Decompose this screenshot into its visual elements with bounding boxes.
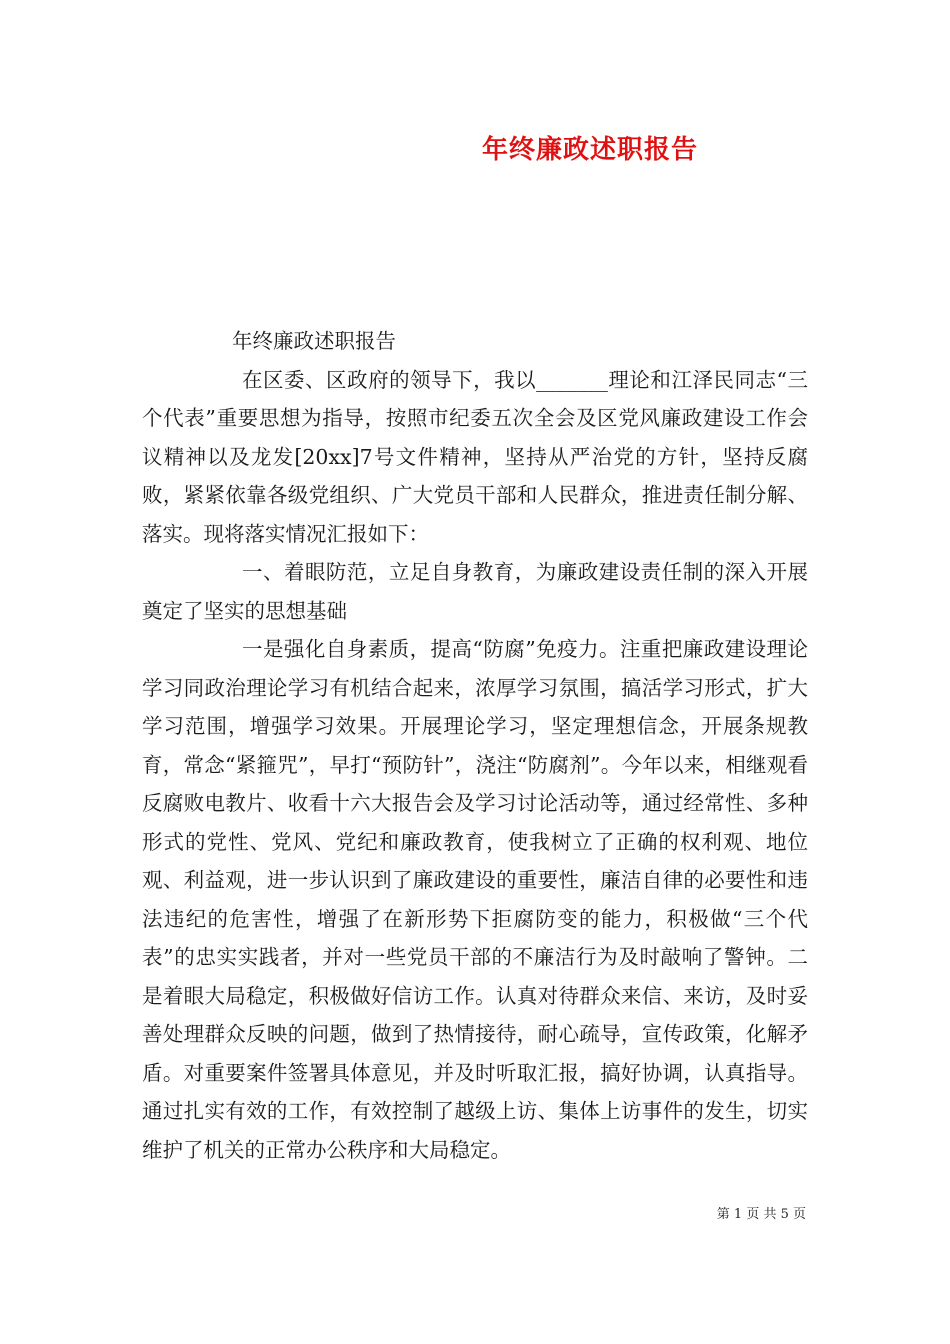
section-heading-1: 一、着眼防范，立足自身教育，为廉政建设责任制的深入开展奠定了坚实的思想基础 <box>142 560 808 623</box>
intro-paragraph: 在区委、区政府的领导下，我以_______理论和江泽民同志“三个代表”重要思想为指导，按照市纪委五次全会及区党风廉政建设工作会议精神以及龙发[20xx]7号文件精神，坚持从严治党的方针，坚持反腐败，紧紧依靠各级党组织、广大党员干部和人民群众，推进责任制分解、落实。现将落实情况汇报如下： <box>142 367 808 546</box>
document-subtitle: 年终廉政述职报告 <box>232 329 396 353</box>
page-footer: 第 1 页 共 5 页 <box>716 1207 806 1222</box>
page-title: 年终廉政述职报告 <box>481 135 698 165</box>
body-paragraph-1: 一是强化自身素质，提高“防腐”免疫力。注重把廉政建设理论学习同政治理论学习有机结合起来，浓厚学习氛围，搞活学习形式，扩大学习范围，增强学习效果。开展理论学习，坚定理想信念，开展条规教育，常念“紧箍咒”，早打“预防针”，浇注“防腐剂”。今年以来，相继观看反腐败电教片、收看十六大报告会及学习讨论活动等，通过经常性、多种形式的党性、党风、党纪和廉政教育，使我树立了正确的权利观、地位观、利益观，进一步认识到了廉政建设的重要性，廉洁自律的必要性和违法违纪的危害性，增强了在新形势下拒腐防变的能力，积极做“三个代表”的忠实实践者，并对一些党员干部的不廉洁行为及时敲响了警钟。二是着眼大局稳定，积极做好信访工作。认真对待群众来信、来访，及时妥善处理群众反映的问题，做到了热情接待，耐心疏导，宣传政策，化解矛盾。对重要案件签署具体意见，并及时听取汇报，搞好协调，认真指导。通过扎实有效的工作，有效控制了越级上访、集体上访事件的发生，切实维护了机关的正常办公秩序和大局稳定。 <box>142 637 808 1162</box>
document-body <box>142 322 808 1169</box>
